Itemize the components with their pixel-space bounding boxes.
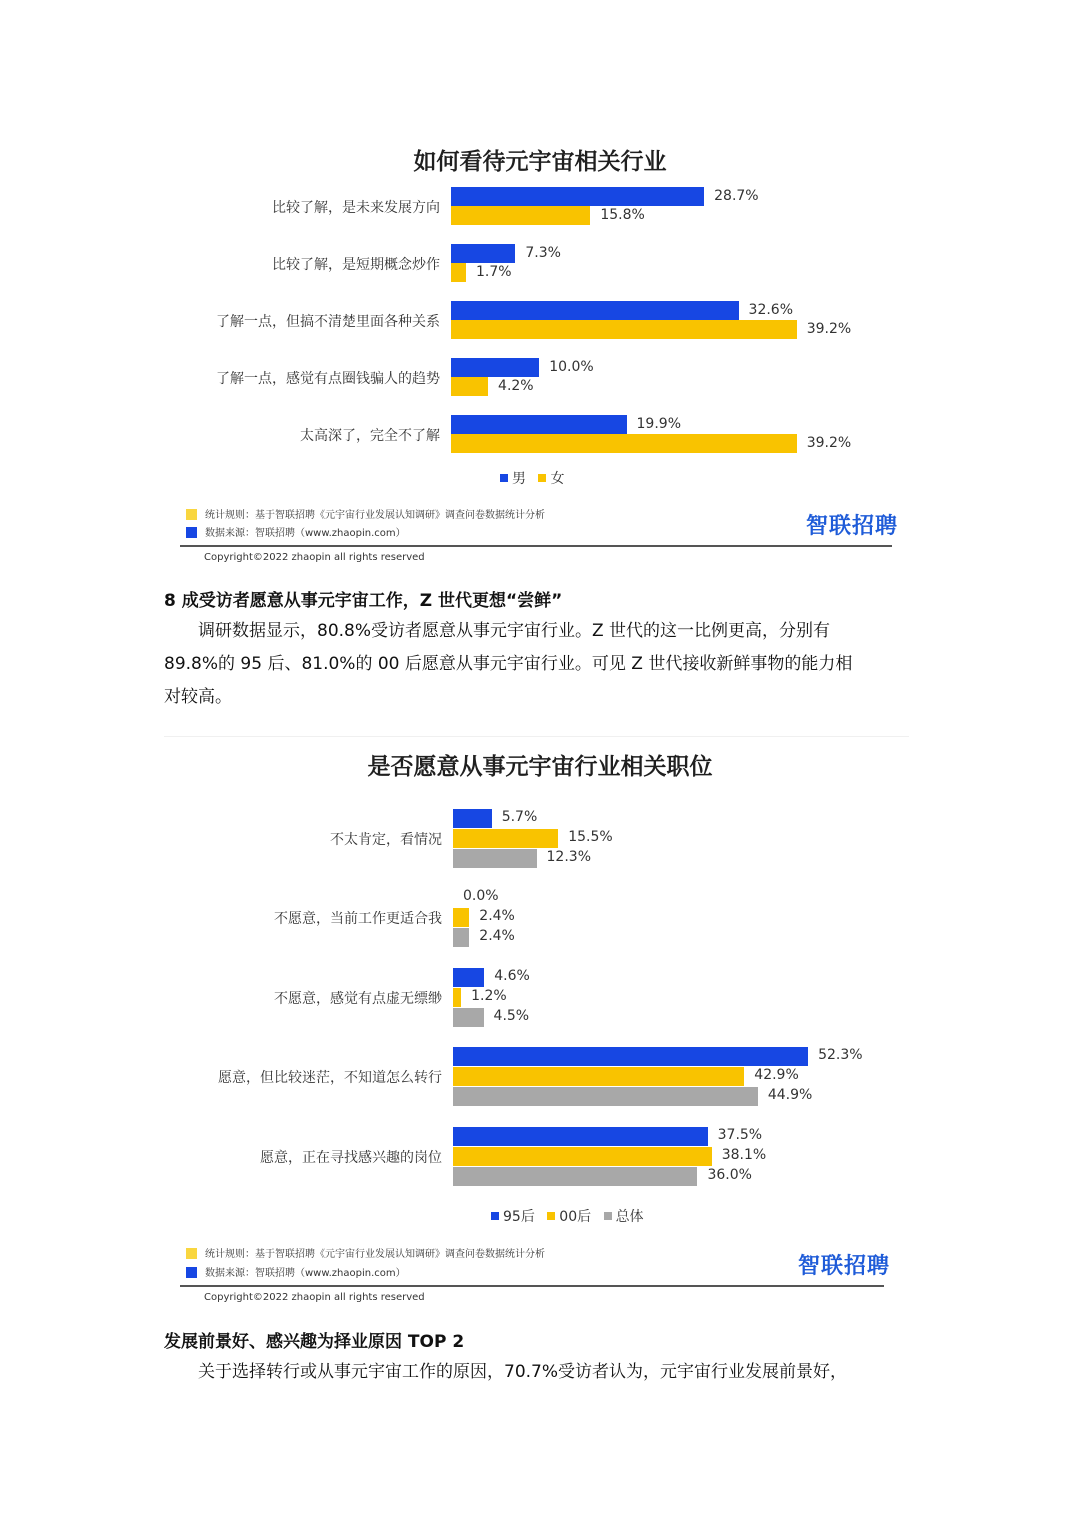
legend-label: 95后 (503, 1209, 535, 1225)
bar (453, 1167, 697, 1186)
legend-label: 男 (512, 471, 526, 487)
note-square (186, 1267, 197, 1278)
category-label: 愿意，正在寻找感兴趣的岗位 (260, 1150, 442, 1167)
legend-swatch-total (604, 1212, 612, 1220)
legend-label: 00后 (559, 1209, 592, 1225)
bar (453, 1127, 708, 1146)
data-label: 28.7% (714, 187, 759, 204)
data-label: 4.5% (493, 1008, 530, 1025)
data-label: 38.1% (721, 1147, 767, 1164)
paragraph-line: 89.8%的 95 后、81.0%的 00 后愿意从事元宇宙行业。可见 Z 世代接收新鲜事物的能力相 (164, 654, 853, 674)
data-label: 4.6% (494, 968, 530, 985)
data-label: 39.2% (806, 434, 852, 451)
bar (453, 1067, 744, 1086)
note-text: 统计规则：基于智联招聘《元宇宙行业发展认知调研》调查问卷数据统计分析 (205, 510, 545, 521)
legend-label: 女 (550, 471, 565, 487)
category-label: 不太肯定，看情况 (330, 832, 442, 849)
copyright: Copyright©2022 zhaopin all rights reserved (204, 552, 425, 563)
data-label: 19.9% (636, 415, 681, 432)
legend-item-total (604, 1209, 644, 1225)
legend-label: 总体 (615, 1209, 644, 1225)
chart-title: 如何看待元宇宙相关行业 (413, 149, 667, 175)
bar (453, 1087, 758, 1106)
bar (453, 928, 469, 947)
bar (453, 1147, 712, 1166)
zhaopin-logo: 智联招聘 (806, 514, 899, 539)
category-label: 愿意，但比较迷茫，不知道怎么转行 (218, 1070, 442, 1087)
legend-item-95 (491, 1209, 535, 1225)
bar (453, 908, 469, 927)
note-square (186, 1248, 197, 1259)
note-source (186, 1264, 406, 1279)
category-label: 太高深了，完全不了解 (300, 428, 440, 444)
paragraph-line: 对较高。 (164, 687, 232, 707)
category-label: 了解一点，但搞不清楚里面各种关系 (216, 314, 440, 330)
bar (453, 968, 484, 987)
data-label: 10.0% (549, 358, 594, 375)
copyright: Copyright©2022 zhaopin all rights reserved (204, 1292, 425, 1303)
data-label: 52.3% (818, 1047, 863, 1064)
footer-rule (180, 1285, 884, 1287)
data-label: 7.3% (525, 244, 561, 261)
bar (453, 849, 537, 868)
data-label: 15.8% (600, 206, 645, 223)
data-label: 1.7% (475, 263, 512, 280)
category-label: 不愿意，当前工作更适合我 (274, 911, 442, 928)
data-label: 2.4% (479, 908, 515, 925)
data-label: 12.3% (546, 849, 591, 866)
data-label: 0.0% (463, 888, 499, 905)
data-label: 4.2% (498, 377, 534, 394)
category-label: 比较了解，是未来发展方向 (272, 200, 440, 216)
chart-legend (491, 1206, 652, 1226)
data-label: 15.5% (568, 829, 613, 846)
section-heading: 发展前景好、感兴趣为择业原因 TOP 2 (164, 1332, 465, 1352)
bar (453, 1047, 808, 1066)
data-label: 37.5% (717, 1127, 763, 1144)
zhaopin-logo: 智联招聘 (798, 1254, 891, 1279)
category-label: 了解一点，感觉有点圈钱骗人的趋势 (216, 371, 440, 387)
note-rule (186, 1245, 545, 1260)
category-label: 不愿意，感觉有点虚无缥缈 (274, 991, 442, 1008)
data-label: 1.2% (471, 988, 507, 1005)
paragraph-line: 关于选择转行或从事元宇宙工作的原因，70.7%受访者认为，元宇宙行业发展前景好， (164, 1362, 848, 1382)
bar (453, 1008, 484, 1027)
data-label: 2.4% (479, 928, 515, 945)
note-text: 统计规则：基于智联招聘《元宇宙行业发展认知调研》调查问卷数据统计分析 (205, 1249, 545, 1260)
note-text: 数据来源：智联招聘（www.zhaopin.com） (205, 1268, 406, 1279)
category-label: 比较了解，是短期概念炒作 (272, 257, 440, 273)
data-label: 39.2% (806, 320, 852, 337)
paragraph-line: 调研数据显示，80.8%受访者愿意从事元宇宙行业。Z 世代的这一比例更高，分别有 (164, 621, 831, 641)
data-label: 44.9% (767, 1087, 813, 1104)
chart-title: 是否愿意从事元宇宙行业相关职位 (367, 754, 713, 780)
data-label: 32.6% (748, 301, 794, 318)
legend-item-00 (547, 1209, 591, 1225)
data-label: 36.0% (707, 1167, 752, 1184)
legend-swatch-00 (547, 1212, 555, 1220)
data-label: 42.9% (754, 1067, 799, 1084)
legend-swatch-95 (491, 1212, 499, 1220)
bar (453, 988, 461, 1007)
section-heading: 8 成受访者愿意从事元宇宙工作，Z 世代更想“尝鲜” (164, 591, 563, 611)
data-label: 5.7% (501, 809, 538, 826)
note-text: 数据来源：智联招聘（www.zhaopin.com） (205, 528, 406, 539)
bar (453, 809, 492, 828)
bar (453, 829, 558, 848)
